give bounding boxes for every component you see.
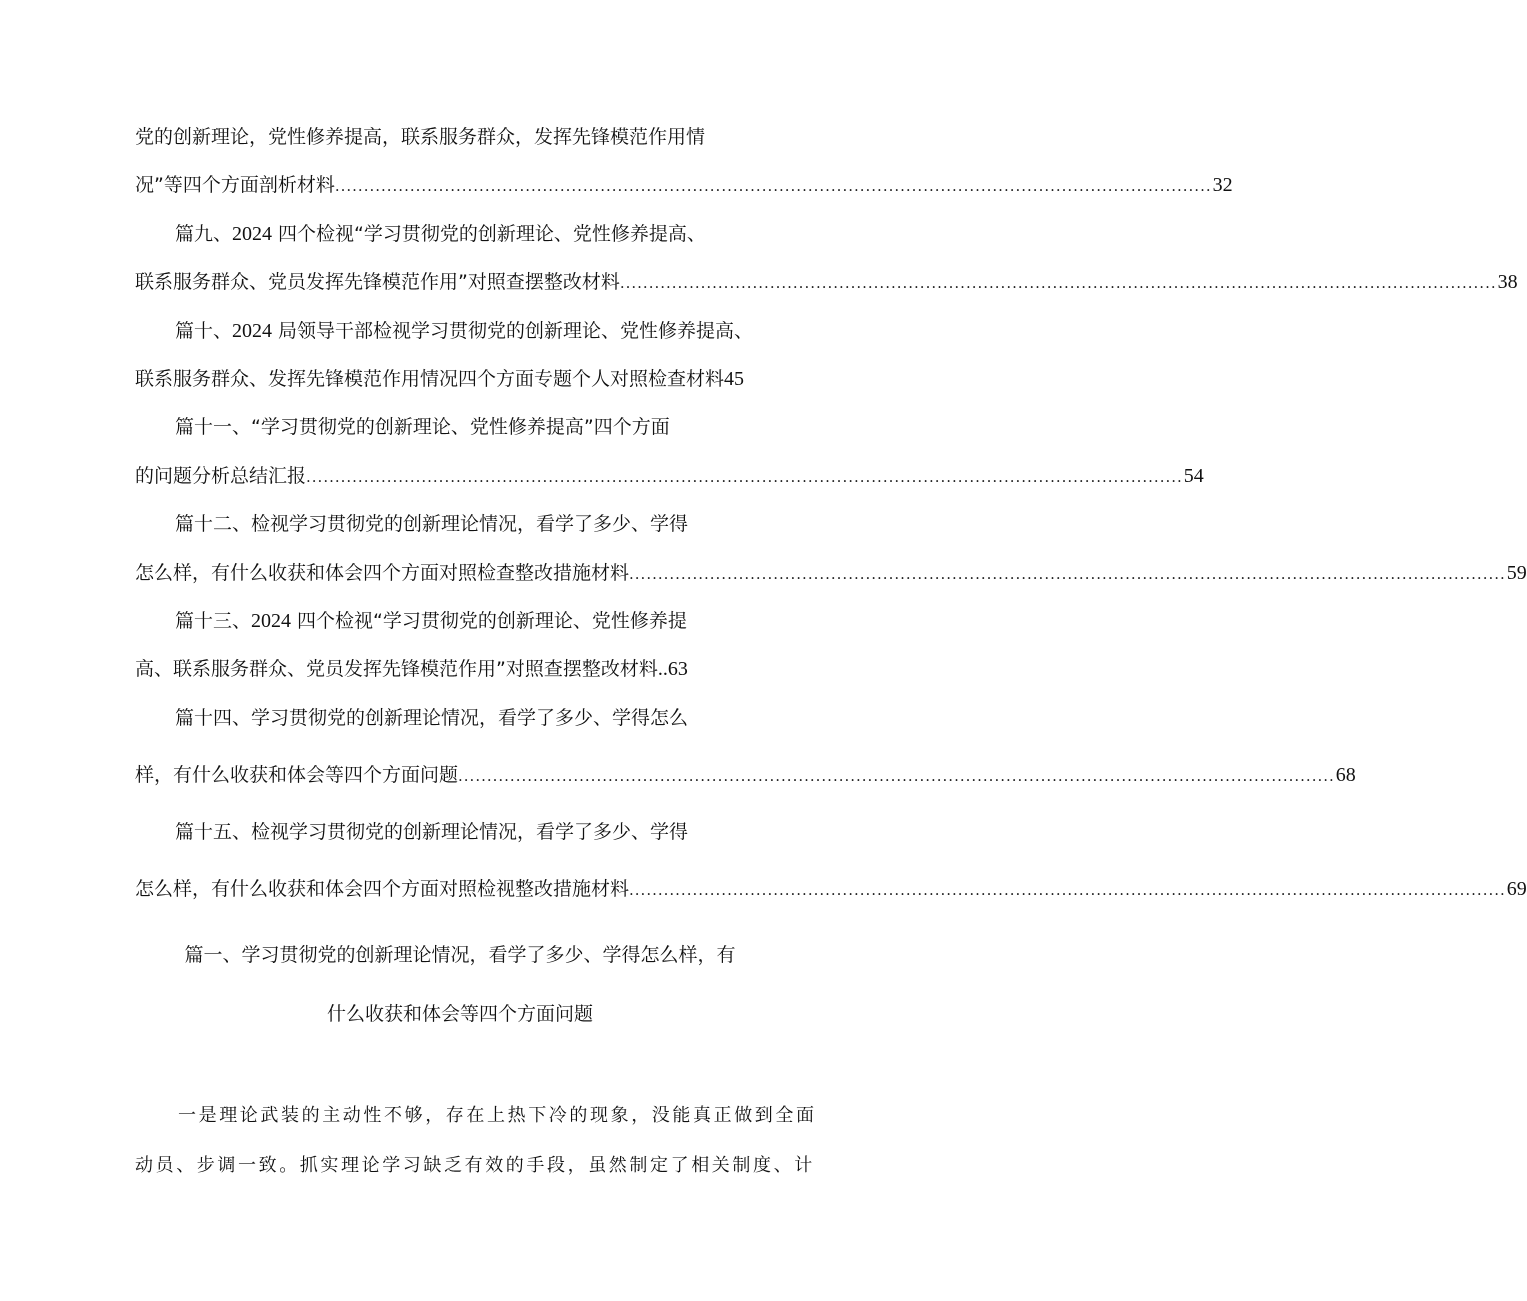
toc-page-number: 32	[1212, 174, 1233, 196]
toc-leader-dots: ........................................................................................................................................................	[306, 468, 1183, 486]
toc-entry-text: 篇十五、检视学习贯彻党的创新理论情况，看学了多少、学得	[175, 821, 689, 843]
toc-entry-text: 联系服务群众、党员发挥先锋模范作用”对照查摆整改材料	[135, 271, 620, 293]
toc-leader-dots: ........................................................................................................................................................	[619, 274, 1497, 292]
toc-line	[175, 318, 795, 344]
toc-entry-text: 怎么样，有什么收获和体会四个方面对照检查整改措施材料	[135, 562, 630, 584]
toc-leader-dots: ........................................................................................................................................................	[334, 177, 1212, 195]
toc-line	[175, 608, 775, 634]
toc-entry-text: 篇十三、2024 四个检视“学习贯彻党的创新理论、党性修养提	[175, 610, 687, 632]
toc-entry-text: 篇十一、“学习贯彻党的创新理论、党性修养提高”四个方面	[175, 416, 670, 438]
toc-entry-text: 高、联系服务群众、党员发挥先锋模范作用”对照查摆整改材料..63	[135, 658, 688, 680]
toc-page-number: 68	[1335, 764, 1356, 786]
toc-line	[175, 221, 775, 247]
toc-page-number: 69	[1506, 878, 1527, 900]
toc-entry-text: 篇十、2024 局领导干部检视学习贯彻党的创新理论、党性修养提高、	[175, 320, 754, 342]
toc-entry-text: 篇十四、学习贯彻党的创新理论情况，看学了多少、学得怎么	[175, 707, 689, 729]
toc-line[interactable]	[135, 656, 775, 682]
toc-line[interactable]	[135, 762, 1356, 788]
toc-leader-dots: ........................................................................................................................................................	[629, 565, 1506, 583]
body-text-line: 动员、步调一致。抓实理论学习缺乏有效的手段，虽然制定了相关制度、计	[135, 1155, 815, 1176]
toc-line	[175, 705, 775, 731]
toc-line[interactable]	[135, 269, 1518, 295]
toc-line[interactable]	[135, 560, 1527, 586]
toc-page-number: 38	[1497, 271, 1518, 293]
toc-line[interactable]	[135, 172, 1233, 198]
toc-entry-text: 怎么样，有什么收获和体会四个方面对照检视整改措施材料	[135, 878, 630, 900]
section-heading-line-1: 篇一、学习贯彻党的创新理论情况，看学了多少、学得怎么样，有	[184, 944, 736, 966]
toc-entry-text: 篇九、2024 四个检视“学习贯彻党的创新理论、党性修养提高、	[175, 223, 706, 245]
toc-page-number: 54	[1183, 465, 1204, 487]
toc-line[interactable]	[135, 876, 1527, 902]
toc-line	[175, 414, 775, 440]
body-text-line: 一是理论武装的主动性不够，存在上热下冷的现象，没能真正做到全面	[178, 1105, 817, 1126]
toc-leader-dots: ........................................................................................................................................................	[458, 767, 1335, 785]
toc-line[interactable]	[135, 463, 1204, 489]
toc-entry-text: 况”等四个方面剖析材料	[135, 174, 335, 196]
toc-page-number: 59	[1506, 562, 1527, 584]
toc-leader-dots: ........................................................................................................................................................	[629, 881, 1506, 899]
toc-line[interactable]	[135, 366, 795, 392]
section-heading-line-2: 什么收获和体会等四个方面问题	[326, 1003, 593, 1025]
toc-entry-text: 样，有什么收获和体会等四个方面问题	[135, 764, 459, 786]
toc-entry-text: 党的创新理论，党性修养提高，联系服务群众，发挥先锋模范作用情	[135, 126, 706, 148]
toc-line	[175, 819, 775, 845]
toc-entry-text: 联系服务群众、发挥先锋模范作用情况四个方面专题个人对照检查材料45	[135, 368, 745, 390]
toc-entry-text: 的问题分析总结汇报	[135, 465, 307, 487]
toc-line	[135, 124, 775, 150]
toc-line	[175, 511, 775, 537]
toc-entry-text: 篇十二、检视学习贯彻党的创新理论情况，看学了多少、学得	[175, 513, 689, 535]
